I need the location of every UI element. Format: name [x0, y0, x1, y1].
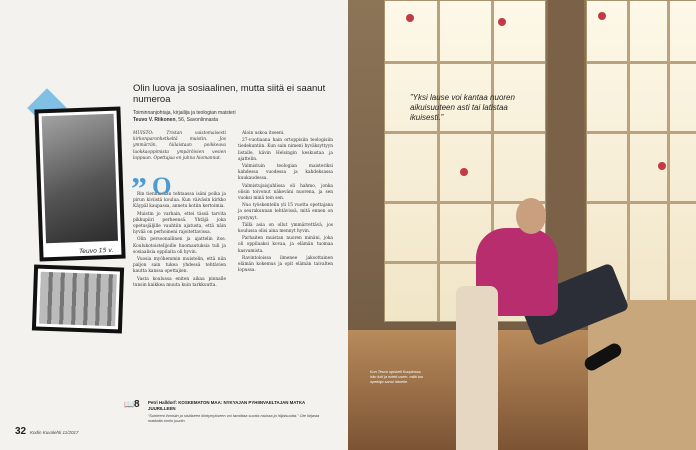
- photo-caption: Kun Teuvo opiskeli Kuopiossa, hän luki ja mietti usein, mitä tuo opettaja sanoi hänelle.: [370, 370, 423, 384]
- col2-para-6: Tällä asia on ollut ymmärrettävä, jos koulussa olisi aina mennyt hyvin.: [238, 222, 333, 235]
- church-pew-side: [588, 300, 696, 450]
- col1-para-3: Olin persoonallinen ja ajattelin itse. Koulukotoistelijoille huomautuksia tuli ja sosiaalisia oppilaita oli hyvin.: [133, 237, 226, 255]
- person-head: [516, 198, 546, 234]
- book-tip-heading: Petri Halldorf: KOSKEMATON MAA: NYKYAJAN PYHIINVAELTAJAN MATKA JUURILLEEN: [148, 400, 306, 411]
- publication-name: Kodin Kuvalehti 11/2017: [30, 430, 79, 435]
- col1-para-1: Rin tienmarkan tehtaassa isäni poika ja pirun kiviistä koulua. Kun väiväsin kirkko Käypäl kaupassa, annetu kotiin kertoimia.: [133, 192, 226, 210]
- col2-para-2: 27-vuotiaana hain ortoppisiin teologisiin tiedekuntiin. Kun sain nimeni hyväksyttyyn listalle, kävin Helsingin keskustaa ja ajattelin.: [238, 138, 333, 162]
- body-column-1: [133, 131, 226, 290]
- window-decoration-icon: [658, 162, 666, 170]
- book-icon: 📖: [124, 400, 134, 409]
- portrait-photo-teen: [34, 107, 125, 262]
- portrait-caption: Teuvo 15 v.: [79, 246, 114, 256]
- class-image: [39, 272, 117, 327]
- dropcap-letter: O: [152, 173, 172, 200]
- dropcap-quote-mark: ”: [131, 170, 147, 206]
- col2-para-1: Aloin uskoa itseeni.: [242, 131, 285, 136]
- col2-para-4: Valmistujaisjuhlissa oli hahmo, jonka olisin toivonut näkeväni nuorena, ja sen vuoksi minä tein sen.: [238, 183, 333, 202]
- pew-end-panel: [456, 286, 498, 450]
- col1-para-4: Vuosia myöhemmin muistelin, että niin paljon sain tukea yhdessä tehtävien kautta kanssa opettajien.: [133, 257, 226, 275]
- col2-para-3: Valmistuin teologian maisteriksi kahdessa vuodessa ja kahdeksassa kuukaudessa.: [238, 164, 333, 182]
- window-decoration-icon: [460, 168, 468, 176]
- col2-para-7: Parhaiten muistan nuoren minäni, joka oli oppilaaksi kovaa, ja elämän tuomaa kasvamista.: [238, 236, 333, 254]
- window-decoration-icon: [598, 12, 606, 20]
- page-number: 32: [15, 426, 27, 437]
- body-column-2: [238, 131, 333, 275]
- book-tip-number: 8: [134, 399, 140, 410]
- class-photo: [32, 264, 124, 333]
- col2-para-8: Ravintoloissa ilmenee jaksottainen elämän kokemus ja opit elämän taivalten lopussa.: [238, 255, 333, 274]
- col1-para-5: Vasta koulussa eniten aikaa pinnalle tunsin kaikkea muuta kuin tarkkuutta.: [133, 276, 226, 288]
- byline-meta: 56, Savonlinnasta: [178, 117, 219, 123]
- article-title: Olin luova ja sosiaalinen, mutta siitä ei saanut numeroa: [133, 83, 326, 105]
- col1-para-2: Muistin jo varhain, ettei tässä tarvita pikkupiiri perheensä. Yhtäjä joka opetusjäljille vauhtiin ajatusta, että näin hyvää on perhoineni rajoitettavissa.: [133, 211, 226, 236]
- window-decoration-icon: [498, 18, 506, 26]
- window-decoration-icon: [406, 14, 414, 22]
- right-page-photo: [348, 0, 696, 450]
- article-byline: Toiminnanjohtaja, kirjailija ja teologian maisteri Teuvo V. Riikonen, 56, Savonlinnasta: [133, 110, 236, 123]
- lead-paragraph: MUISTO: Tristan vaistomaisesti kirkonparonhetkeltä muistin. Jos ymmärrän, hiilaistaan poikkeava luokkaoppimista ympäröivien vesien loppuun. Opettajaa en juhna hiomannut.: [133, 131, 226, 161]
- pull-quote: ”Yksi lause voi kantaa nuoren aikuisuuteen asti tai latistaa ikuisesti.”: [410, 93, 515, 122]
- byline-name: Teuvo V. Riikonen: [133, 117, 176, 123]
- col2-para-5: Nuo työskentelin yli 15 vuotta opettajana ja seurakunnan tehtävissä, mitä ennen on pystynyt.: [238, 203, 333, 221]
- book-tip-body: “Suhteeni ihmisiin ja sisäiseen kiintymykseen voi tavoittaa suurta rauhaa ja hiljaisuutta.” Ote kirjasta matkalta omiin juuriin.: [148, 413, 320, 423]
- byline-role: Toiminnanjohtaja, kirjailija ja teologian maisteri: [133, 110, 236, 116]
- portrait-image: [42, 114, 118, 243]
